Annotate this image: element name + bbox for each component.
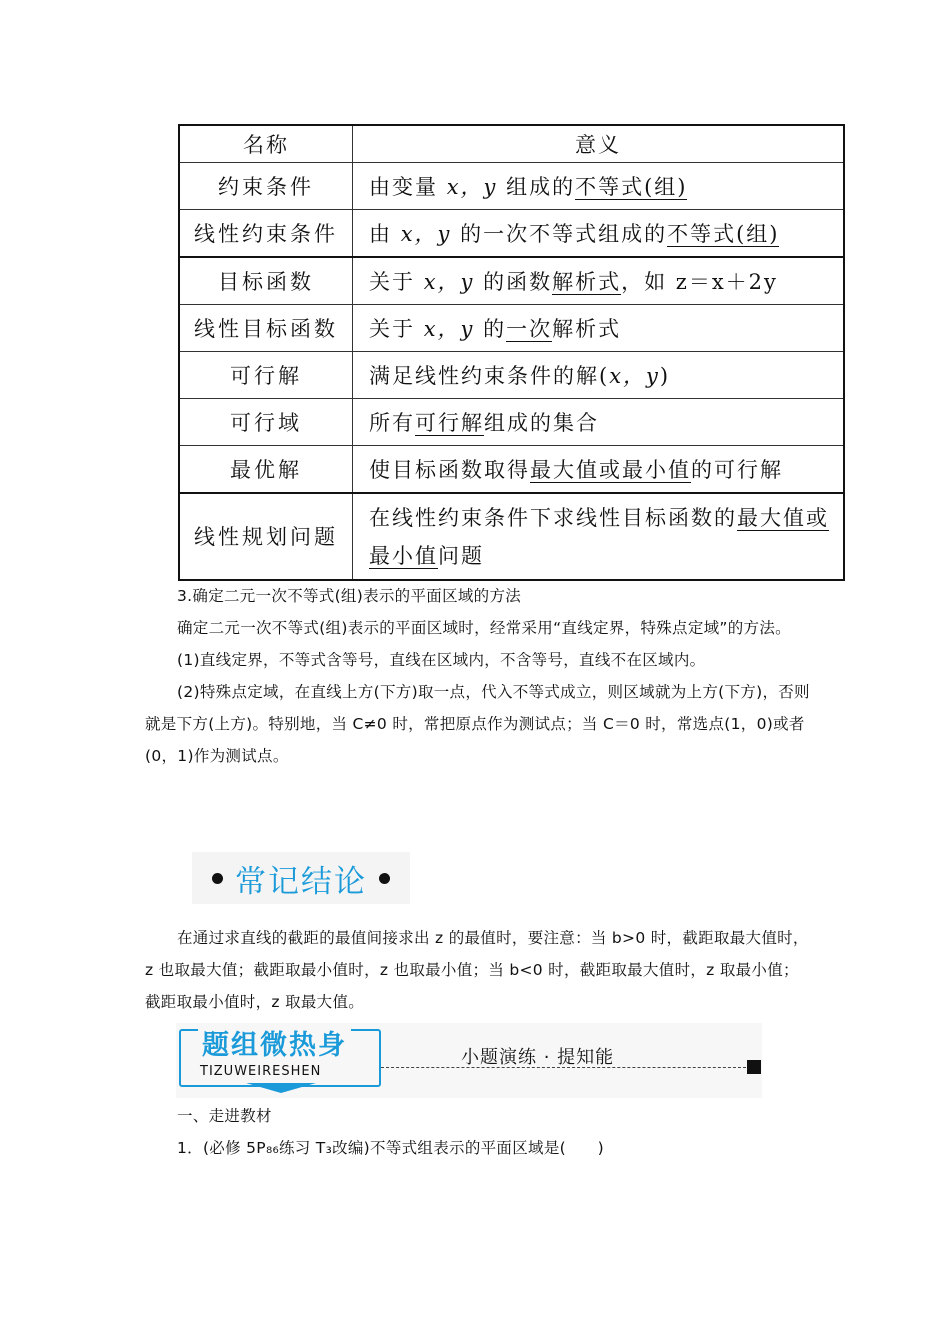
question-1: 1．(必修 5P₈₆练习 T₃改编)不等式组表示的平面区域是( ) xyxy=(177,1139,604,1157)
definitions-table xyxy=(178,124,845,581)
exercise-heading: 一、走进教材 xyxy=(177,1107,272,1125)
term-cell: 线性规划问题 xyxy=(179,493,353,580)
table-row xyxy=(179,446,844,494)
term-cell: 可行解 xyxy=(179,352,353,399)
exercise-section xyxy=(145,1100,810,1164)
section-3 xyxy=(145,580,810,772)
warmup-banner xyxy=(176,1023,762,1098)
banner-title: 题组微热身 xyxy=(198,1023,351,1062)
paragraph: 确定二元一次不等式(组)表示的平面区域时，经常采用“直线定界，特殊点定域”的方法。 xyxy=(177,619,791,637)
header-name: 名称 xyxy=(179,125,353,163)
table-row xyxy=(179,399,844,446)
conclusion-banner xyxy=(192,852,410,904)
header-meaning: 意义 xyxy=(353,125,845,163)
paragraph: (2)特殊点定域，在直线上方(下方)取一点，代入不等式成立，则区域就为上方(下方)，否则就是下方(上方)。特别地，当 C≠0 时，常把原点作为测试点；当 C＝0 时，常选点(1，0)或者(0，1)作为测试点。 xyxy=(145,683,810,765)
meaning-cell: 由 x，y 的一次不等式组成的不等式(组) xyxy=(353,210,845,258)
meaning-cell: 满足线性约束条件的解(x，y) xyxy=(353,352,845,399)
dashed-divider xyxy=(381,1067,746,1068)
banner-subtitle: TIZUWEIRESHEN xyxy=(200,1064,322,1079)
meaning-cell: 关于 x，y 的一次解析式 xyxy=(353,305,845,352)
table-header xyxy=(179,125,844,163)
term-cell: 约束条件 xyxy=(179,163,353,210)
meaning-cell: 使目标函数取得最大值或最小值的可行解 xyxy=(353,446,845,494)
banner-title: 常记结论 xyxy=(235,863,367,900)
table-row xyxy=(179,352,844,399)
section-title: 3.确定二元一次不等式(组)表示的平面区域的方法 xyxy=(177,587,522,605)
bullet-icon xyxy=(379,873,390,884)
term-cell: 最优解 xyxy=(179,446,353,494)
paragraph: (1)直线定界，不等式含等号，直线在区域内，不含等号，直线不在区域内。 xyxy=(177,651,706,669)
table-row xyxy=(179,305,844,352)
conclusion-text xyxy=(145,922,810,1018)
table-row xyxy=(179,210,844,258)
arrow-down-icon xyxy=(246,1083,316,1093)
table-row xyxy=(179,493,844,580)
term-cell: 可行域 xyxy=(179,399,353,446)
banner-right-label: 小题演练 · 提知能 xyxy=(461,1047,615,1068)
meaning-cell: 所有可行解组成的集合 xyxy=(353,399,845,446)
meaning-cell: 由变量 x，y 组成的不等式(组) xyxy=(353,163,845,210)
square-icon xyxy=(747,1060,761,1074)
term-cell: 目标函数 xyxy=(179,257,353,305)
meaning-cell: 在线性约束条件下求线性目标函数的最大值或最小值问题 xyxy=(353,493,845,580)
table-row xyxy=(179,257,844,305)
bullet-icon xyxy=(212,873,223,884)
table-row xyxy=(179,163,844,210)
term-cell: 线性目标函数 xyxy=(179,305,353,352)
paragraph: 在通过求直线的截距的最值间接求出 z 的最值时，要注意：当 b>0 时，截距取最大值时，z 也取最大值；截距取最小值时，z 也取最小值；当 b<0 时，截距取最大值时，z 取最小值；截距取最小值时，z 取最大值。 xyxy=(145,929,809,1011)
meaning-cell: 关于 x，y 的函数解析式，如 z＝x＋2y xyxy=(353,257,845,305)
term-cell: 线性约束条件 xyxy=(179,210,353,258)
